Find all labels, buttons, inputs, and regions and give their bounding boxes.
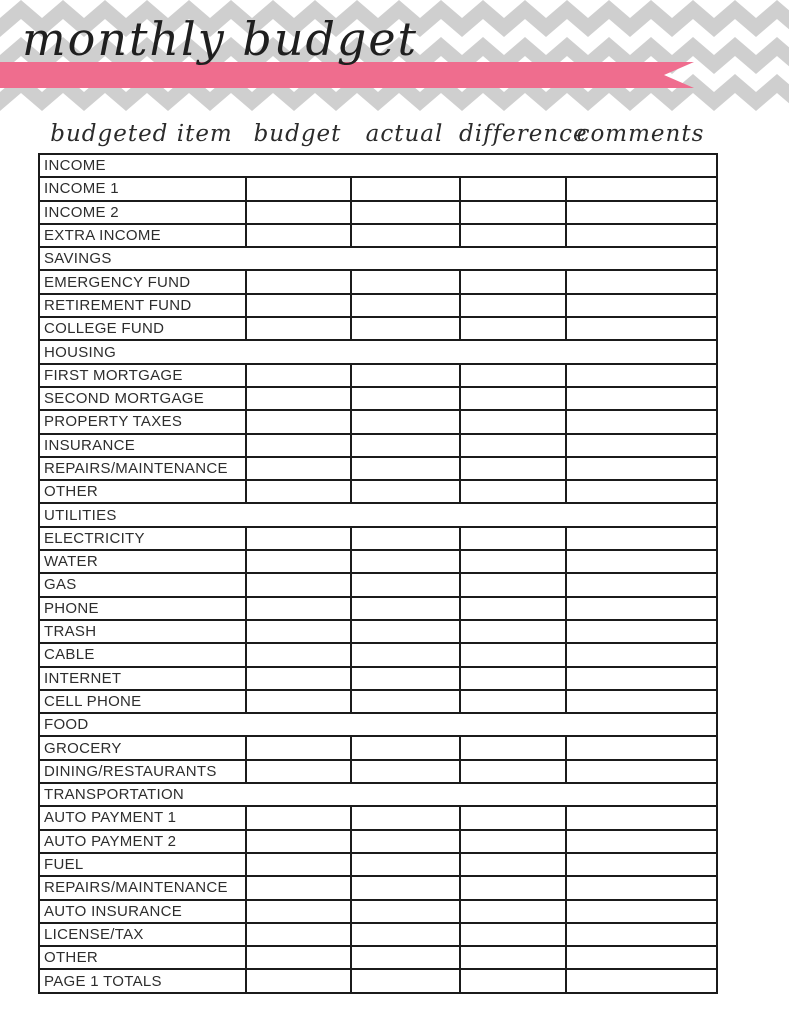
totals-row-label: PAGE 1 TOTALS — [39, 969, 246, 992]
entry-cell-first-mortgage-actual[interactable] — [351, 364, 460, 387]
entry-cell-college-fund-comments[interactable] — [566, 317, 717, 340]
entry-cell-internet-difference[interactable] — [460, 667, 566, 690]
entry-cell-auto-payment-2-budget[interactable] — [246, 830, 351, 853]
row-label: ELECTRICITY — [39, 527, 246, 550]
table-row — [39, 923, 717, 946]
entry-cell-dining-restaurants-budget[interactable] — [246, 760, 351, 783]
section-row — [39, 154, 717, 177]
entry-cell-gas-budget[interactable] — [246, 573, 351, 596]
entry-cell-cell-phone-actual[interactable] — [351, 690, 460, 713]
page-title: monthly budget — [22, 12, 419, 66]
row-label: COLLEGE FUND — [39, 317, 246, 340]
entry-cell-income-2-difference[interactable] — [460, 201, 566, 224]
entry-cell-phone-budget[interactable] — [246, 597, 351, 620]
entry-cell-auto-insurance-comments[interactable] — [566, 900, 717, 923]
row-label: INCOME 1 — [39, 177, 246, 200]
entry-cell-fuel-budget[interactable] — [246, 853, 351, 876]
entry-cell-retirement-fund-actual[interactable] — [351, 294, 460, 317]
entry-cell-electricity-budget[interactable] — [246, 527, 351, 550]
row-label: GAS — [39, 573, 246, 596]
table-row — [39, 853, 717, 876]
entry-cell-license-tax-budget[interactable] — [246, 923, 351, 946]
table-row — [39, 480, 717, 503]
row-label: EXTRA INCOME — [39, 224, 246, 247]
row-label: INCOME 2 — [39, 201, 246, 224]
table-row — [39, 620, 717, 643]
column-header-budget: budget — [253, 121, 342, 147]
entry-cell-fuel-difference[interactable] — [460, 853, 566, 876]
entry-cell-repairs-maintenance-budget[interactable] — [246, 876, 351, 899]
table-row — [39, 830, 717, 853]
table-row — [39, 760, 717, 783]
row-label: REPAIRS/MAINTENANCE — [39, 457, 246, 480]
entry-cell-cell-phone-budget[interactable] — [246, 690, 351, 713]
section-row — [39, 247, 717, 270]
entry-cell-college-fund-budget[interactable] — [246, 317, 351, 340]
entry-cell-property-taxes-difference[interactable] — [460, 410, 566, 433]
entry-cell-dining-restaurants-actual[interactable] — [351, 760, 460, 783]
entry-cell-phone-difference[interactable] — [460, 597, 566, 620]
entry-cell-license-tax-actual[interactable] — [351, 923, 460, 946]
entry-cell-income-1-budget[interactable] — [246, 177, 351, 200]
entry-cell-internet-actual[interactable] — [351, 667, 460, 690]
row-label: OTHER — [39, 946, 246, 969]
entry-cell-insurance-comments[interactable] — [566, 434, 717, 457]
entry-cell-water-difference[interactable] — [460, 550, 566, 573]
entry-cell-other-comments[interactable] — [566, 946, 717, 969]
entry-cell-license-tax-difference[interactable] — [460, 923, 566, 946]
entry-cell-extra-income-comments[interactable] — [566, 224, 717, 247]
entry-cell-trash-difference[interactable] — [460, 620, 566, 643]
entry-cell-first-mortgage-comments[interactable] — [566, 364, 717, 387]
entry-cell-repairs-maintenance-difference[interactable] — [460, 457, 566, 480]
entry-cell-repairs-maintenance-comments[interactable] — [566, 457, 717, 480]
entry-cell-income-2-actual[interactable] — [351, 201, 460, 224]
entry-cell-retirement-fund-comments[interactable] — [566, 294, 717, 317]
budget-table — [38, 153, 718, 994]
entry-cell-page-1-totals-budget[interactable] — [246, 969, 351, 992]
entry-cell-fuel-actual[interactable] — [351, 853, 460, 876]
entry-cell-second-mortgage-budget[interactable] — [246, 387, 351, 410]
entry-cell-trash-actual[interactable] — [351, 620, 460, 643]
entry-cell-property-taxes-actual[interactable] — [351, 410, 460, 433]
entry-cell-cable-difference[interactable] — [460, 643, 566, 666]
entry-cell-cell-phone-comments[interactable] — [566, 690, 717, 713]
row-label: REPAIRS/MAINTENANCE — [39, 876, 246, 899]
table-row — [39, 573, 717, 596]
entry-cell-cell-phone-difference[interactable] — [460, 690, 566, 713]
entry-cell-other-difference[interactable] — [460, 480, 566, 503]
entry-cell-page-1-totals-actual[interactable] — [351, 969, 460, 992]
entry-cell-repairs-maintenance-actual[interactable] — [351, 876, 460, 899]
entry-cell-auto-insurance-actual[interactable] — [351, 900, 460, 923]
entry-cell-other-actual[interactable] — [351, 946, 460, 969]
entry-cell-repairs-maintenance-comments[interactable] — [566, 876, 717, 899]
entry-cell-second-mortgage-difference[interactable] — [460, 387, 566, 410]
table-row — [39, 434, 717, 457]
row-label: TRASH — [39, 620, 246, 643]
entry-cell-auto-payment-1-actual[interactable] — [351, 806, 460, 829]
entry-cell-internet-budget[interactable] — [246, 667, 351, 690]
table-row — [39, 224, 717, 247]
row-label: CABLE — [39, 643, 246, 666]
row-label: AUTO PAYMENT 2 — [39, 830, 246, 853]
entry-cell-second-mortgage-actual[interactable] — [351, 387, 460, 410]
table-row — [39, 900, 717, 923]
entry-cell-repairs-maintenance-difference[interactable] — [460, 876, 566, 899]
section-row — [39, 783, 717, 806]
entry-cell-property-taxes-comments[interactable] — [566, 410, 717, 433]
entry-cell-other-budget[interactable] — [246, 480, 351, 503]
entry-cell-extra-income-difference[interactable] — [460, 224, 566, 247]
section-header-income: INCOME — [39, 154, 717, 177]
entry-cell-license-tax-comments[interactable] — [566, 923, 717, 946]
entry-cell-dining-restaurants-comments[interactable] — [566, 760, 717, 783]
entry-cell-emergency-fund-comments[interactable] — [566, 270, 717, 293]
section-header-utilities: UTILITIES — [39, 503, 717, 526]
section-row — [39, 713, 717, 736]
entry-cell-trash-budget[interactable] — [246, 620, 351, 643]
entry-cell-repairs-maintenance-budget[interactable] — [246, 457, 351, 480]
entry-cell-other-budget[interactable] — [246, 946, 351, 969]
entry-cell-electricity-difference[interactable] — [460, 527, 566, 550]
row-label: INSURANCE — [39, 434, 246, 457]
table-row — [39, 550, 717, 573]
entry-cell-other-difference[interactable] — [460, 946, 566, 969]
entry-cell-phone-actual[interactable] — [351, 597, 460, 620]
entry-cell-cable-actual[interactable] — [351, 643, 460, 666]
entry-cell-gas-comments[interactable] — [566, 573, 717, 596]
entry-cell-extra-income-actual[interactable] — [351, 224, 460, 247]
table-row — [39, 643, 717, 666]
entry-cell-dining-restaurants-difference[interactable] — [460, 760, 566, 783]
row-label: LICENSE/TAX — [39, 923, 246, 946]
table-row — [39, 294, 717, 317]
entry-cell-college-fund-actual[interactable] — [351, 317, 460, 340]
row-label: FIRST MORTGAGE — [39, 364, 246, 387]
entry-cell-income-1-comments[interactable] — [566, 177, 717, 200]
column-header-actual: actual — [365, 121, 444, 147]
table-row — [39, 201, 717, 224]
entry-cell-water-actual[interactable] — [351, 550, 460, 573]
row-label: OTHER — [39, 480, 246, 503]
entry-cell-emergency-fund-actual[interactable] — [351, 270, 460, 293]
entry-cell-page-1-totals-comments[interactable] — [566, 969, 717, 992]
column-header-difference: difference — [459, 121, 588, 147]
entry-cell-emergency-fund-budget[interactable] — [246, 270, 351, 293]
entry-cell-other-comments[interactable] — [566, 480, 717, 503]
table-row — [39, 364, 717, 387]
row-label: DINING/RESTAURANTS — [39, 760, 246, 783]
entry-cell-cable-comments[interactable] — [566, 643, 717, 666]
entry-cell-insurance-difference[interactable] — [460, 434, 566, 457]
table-row — [39, 387, 717, 410]
entry-cell-auto-payment-2-actual[interactable] — [351, 830, 460, 853]
entry-cell-grocery-comments[interactable] — [566, 736, 717, 759]
entry-cell-auto-payment-1-budget[interactable] — [246, 806, 351, 829]
entry-cell-auto-payment-2-difference[interactable] — [460, 830, 566, 853]
entry-cell-fuel-comments[interactable] — [566, 853, 717, 876]
table-row — [39, 667, 717, 690]
table-row — [39, 946, 717, 969]
section-header-food: FOOD — [39, 713, 717, 736]
row-label: SECOND MORTGAGE — [39, 387, 246, 410]
section-header-transportation: TRANSPORTATION — [39, 783, 717, 806]
row-label: INTERNET — [39, 667, 246, 690]
section-header-savings: SAVINGS — [39, 247, 717, 270]
totals-row — [39, 969, 717, 992]
table-row — [39, 317, 717, 340]
table-row — [39, 527, 717, 550]
row-label: RETIREMENT FUND — [39, 294, 246, 317]
row-label: GROCERY — [39, 736, 246, 759]
entry-cell-other-actual[interactable] — [351, 480, 460, 503]
entry-cell-phone-comments[interactable] — [566, 597, 717, 620]
entry-cell-income-2-budget[interactable] — [246, 201, 351, 224]
entry-cell-income-1-actual[interactable] — [351, 177, 460, 200]
entry-cell-internet-comments[interactable] — [566, 667, 717, 690]
entry-cell-trash-comments[interactable] — [566, 620, 717, 643]
row-label: PROPERTY TAXES — [39, 410, 246, 433]
entry-cell-extra-income-budget[interactable] — [246, 224, 351, 247]
entry-cell-grocery-actual[interactable] — [351, 736, 460, 759]
entry-cell-auto-insurance-difference[interactable] — [460, 900, 566, 923]
entry-cell-income-1-difference[interactable] — [460, 177, 566, 200]
entry-cell-first-mortgage-budget[interactable] — [246, 364, 351, 387]
row-label: FUEL — [39, 853, 246, 876]
entry-cell-page-1-totals-difference[interactable] — [460, 969, 566, 992]
entry-cell-auto-insurance-budget[interactable] — [246, 900, 351, 923]
entry-cell-water-comments[interactable] — [566, 550, 717, 573]
entry-cell-auto-payment-1-difference[interactable] — [460, 806, 566, 829]
entry-cell-electricity-actual[interactable] — [351, 527, 460, 550]
row-label: EMERGENCY FUND — [39, 270, 246, 293]
entry-cell-grocery-difference[interactable] — [460, 736, 566, 759]
column-header-budgeted-item: budgeted item — [50, 121, 233, 147]
section-row — [39, 340, 717, 363]
column-headers — [38, 116, 716, 152]
entry-cell-income-2-comments[interactable] — [566, 201, 717, 224]
entry-cell-property-taxes-budget[interactable] — [246, 410, 351, 433]
table-row — [39, 410, 717, 433]
entry-cell-insurance-actual[interactable] — [351, 434, 460, 457]
row-label: PHONE — [39, 597, 246, 620]
entry-cell-auto-payment-2-comments[interactable] — [566, 830, 717, 853]
entry-cell-second-mortgage-comments[interactable] — [566, 387, 717, 410]
row-label: WATER — [39, 550, 246, 573]
entry-cell-gas-actual[interactable] — [351, 573, 460, 596]
table-row — [39, 270, 717, 293]
entry-cell-water-budget[interactable] — [246, 550, 351, 573]
entry-cell-college-fund-difference[interactable] — [460, 317, 566, 340]
entry-cell-repairs-maintenance-actual[interactable] — [351, 457, 460, 480]
entry-cell-retirement-fund-budget[interactable] — [246, 294, 351, 317]
table-row — [39, 876, 717, 899]
entry-cell-first-mortgage-difference[interactable] — [460, 364, 566, 387]
section-header-housing: HOUSING — [39, 340, 717, 363]
section-row — [39, 503, 717, 526]
table-row — [39, 690, 717, 713]
table-row — [39, 457, 717, 480]
entry-cell-gas-difference[interactable] — [460, 573, 566, 596]
entry-cell-electricity-comments[interactable] — [566, 527, 717, 550]
column-header-comments: comments — [576, 121, 705, 147]
table-row — [39, 806, 717, 829]
table-row — [39, 597, 717, 620]
entry-cell-auto-payment-1-comments[interactable] — [566, 806, 717, 829]
entry-cell-grocery-budget[interactable] — [246, 736, 351, 759]
entry-cell-cable-budget[interactable] — [246, 643, 351, 666]
entry-cell-insurance-budget[interactable] — [246, 434, 351, 457]
row-label: AUTO INSURANCE — [39, 900, 246, 923]
entry-cell-retirement-fund-difference[interactable] — [460, 294, 566, 317]
table-row — [39, 177, 717, 200]
entry-cell-emergency-fund-difference[interactable] — [460, 270, 566, 293]
row-label: AUTO PAYMENT 1 — [39, 806, 246, 829]
row-label: CELL PHONE — [39, 690, 246, 713]
table-row — [39, 736, 717, 759]
